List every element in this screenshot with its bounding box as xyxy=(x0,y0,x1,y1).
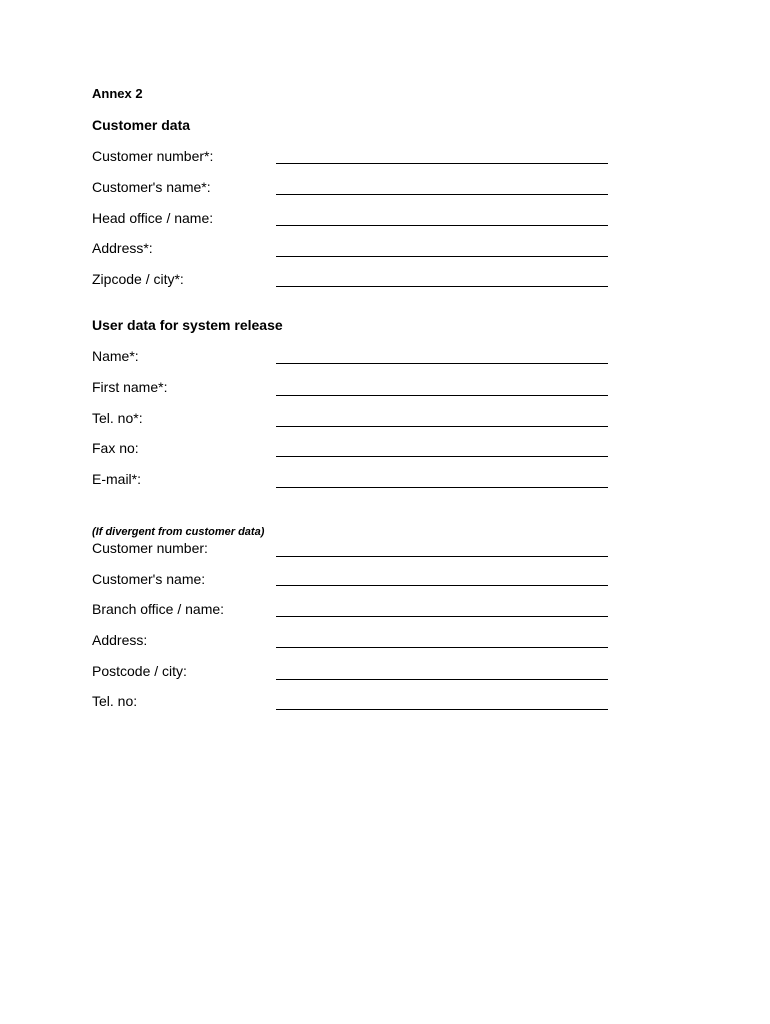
annex-title: Annex 2 xyxy=(92,86,143,101)
alt-tel-label: Tel. no: xyxy=(92,693,138,709)
head-office-field[interactable] xyxy=(276,225,608,226)
head-office-label: Head office / name: xyxy=(92,210,214,226)
postcode-city-field[interactable] xyxy=(276,679,608,680)
alt-customer-name-field[interactable] xyxy=(276,585,608,586)
address-field[interactable] xyxy=(276,256,608,257)
customer-data-heading: Customer data xyxy=(92,117,191,133)
alt-address-label: Address: xyxy=(92,632,148,648)
customer-number-label: Customer number*: xyxy=(92,148,214,164)
customer-name-field[interactable] xyxy=(276,194,608,195)
postcode-city-label: Postcode / city: xyxy=(92,663,187,679)
alt-customer-number-label: Customer number: xyxy=(92,540,208,556)
tel-label: Tel. no*: xyxy=(92,410,143,426)
alt-address-field[interactable] xyxy=(276,647,608,648)
zipcode-city-field[interactable] xyxy=(276,286,608,287)
email-field[interactable] xyxy=(276,487,608,488)
alt-customer-name-label: Customer's name: xyxy=(92,571,206,587)
name-label: Name*: xyxy=(92,348,139,364)
user-data-heading: User data for system release xyxy=(92,317,283,333)
first-name-field[interactable] xyxy=(276,395,608,396)
name-field[interactable] xyxy=(276,363,608,364)
zipcode-city-label: Zipcode / city*: xyxy=(92,271,184,287)
customer-number-field[interactable] xyxy=(276,163,608,164)
address-label: Address*: xyxy=(92,240,153,256)
branch-office-field[interactable] xyxy=(276,616,608,617)
fax-label: Fax no: xyxy=(92,440,139,456)
first-name-label: First name*: xyxy=(92,379,168,395)
divergent-note: (If divergent from customer data) xyxy=(92,526,265,538)
alt-tel-field[interactable] xyxy=(276,709,608,710)
branch-office-label: Branch office / name: xyxy=(92,601,225,617)
customer-name-label: Customer's name*: xyxy=(92,179,211,195)
fax-field[interactable] xyxy=(276,456,608,457)
alt-customer-number-field[interactable] xyxy=(276,556,608,557)
email-label: E-mail*: xyxy=(92,471,142,487)
tel-field[interactable] xyxy=(276,426,608,427)
